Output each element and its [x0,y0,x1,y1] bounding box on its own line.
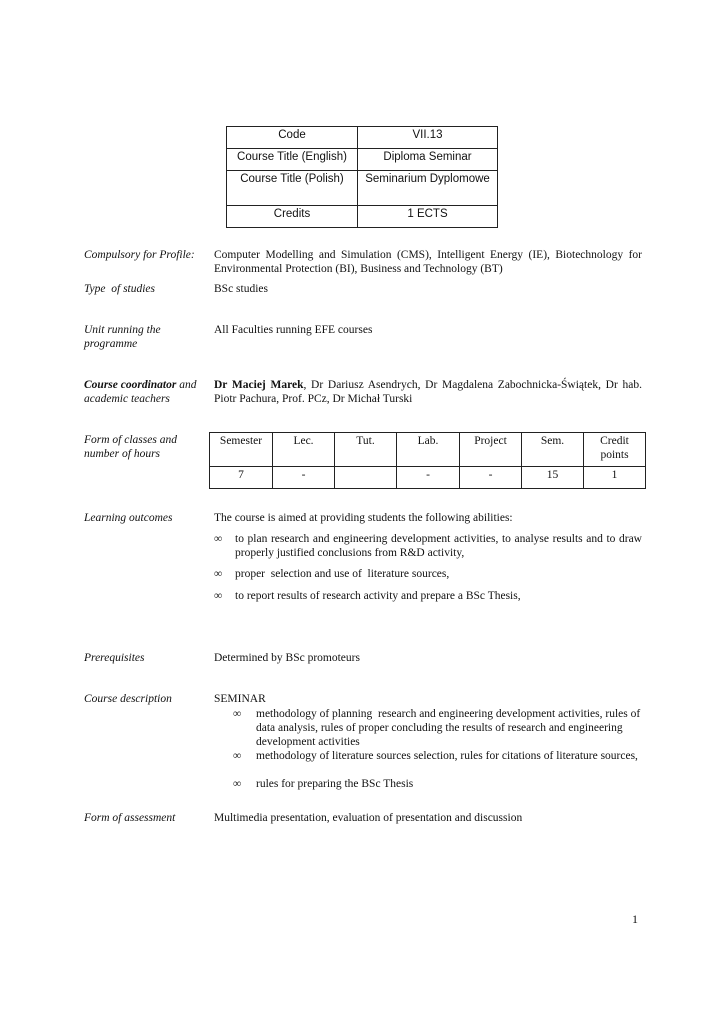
description-item-text: methodology of planning research and engineering development activities, rules of data analysis, rules of proper concluding the results of research and engineering development activities [256,708,644,748]
hours-header-row [210,433,646,467]
profile-label: Compulsory for Profile: [84,249,195,261]
learning-item-text: to plan research and engineering development activities, to analyse results and to draw properly justified conclusions from R&D activity, [235,533,642,559]
hours-value-cell: - [273,467,335,489]
infinity-bullet-icon: ∞ [214,590,223,602]
hours-value-row [210,467,646,489]
coordinator-label-bold: Course coordinator [84,379,177,391]
learning-label: Learning outcomes [84,512,173,524]
infinity-bullet-icon: ∞ [233,778,242,790]
infinity-bullet-icon: ∞ [214,533,223,545]
coordinator-label-rest: and academic teachers [84,379,197,405]
learning-item [214,589,642,603]
coordinator-label [84,378,206,406]
infinity-bullet-icon: ∞ [233,750,242,762]
description-item [233,707,644,749]
header-key: Course Title (English) [227,149,358,171]
unit-label: Unit running the programme [84,324,161,350]
header-key: Code [227,127,358,149]
header-value: Diploma Seminar [358,149,498,171]
description-heading: SEMINAR [214,693,266,705]
page-number: 1 [632,912,638,926]
header-value: VII.13 [358,127,498,149]
unit-value: All Faculties running EFE courses [214,324,373,336]
hours-header-cell: Lab. [397,433,460,467]
hours-header-cell: Credit points [584,433,646,467]
hours-value-cell: 7 [210,467,273,489]
hours-value-cell: 1 [584,467,646,489]
learning-item-text: proper selection and use of literature sources, [235,568,450,580]
header-row-code [227,127,498,149]
header-row-title-polish [227,171,498,206]
prerequisites-label: Prerequisites [84,652,145,664]
course-header-table [226,126,498,228]
hours-header-cell: Sem. [522,433,584,467]
description-item [233,749,641,763]
assessment-value: Multimedia presentation, evaluation of presentation and discussion [214,812,523,824]
hours-value-cell: 15 [522,467,584,489]
description-item-text: methodology of literature sources selection, rules for citations of literature sources, [256,750,638,762]
description-item-text: rules for preparing the BSc Thesis [256,778,414,790]
infinity-bullet-icon: ∞ [214,568,223,580]
hours-header-cell: Semester [210,433,273,467]
profile-value: Computer Modelling and Simulation (CMS), Intelligent Energy (IE), Biotechnology for Environmental Protection (BI), Business and Technology (BT) [214,249,642,275]
coordinator-others: , Dr Dariusz Asendrych, Dr Magdalena Zabochnicka-Świątek, Dr hab. Piotr Pachura, Prof. PCz, Dr Michał Turski [214,379,642,405]
hours-value-cell: - [460,467,522,489]
header-row-title-english [227,149,498,171]
learning-item [214,532,642,560]
hours-value-cell: - [397,467,460,489]
hours-header-cell: Project [460,433,522,467]
learning-item-text: to report results of research activity and prepare a BSc Thesis, [235,590,521,602]
assessment-label: Form of assessment [84,812,176,824]
description-item [233,777,641,791]
hours-value-cell [335,467,397,489]
learning-intro: The course is aimed at providing students the following abilities: [214,512,513,524]
coordinator-value [214,378,642,406]
hours-header-cell: Lec. [273,433,335,467]
form-classes-label: Form of classes and number of hours [84,434,177,460]
infinity-bullet-icon: ∞ [233,708,242,720]
learning-item [214,567,642,581]
coordinator-name: Dr Maciej Marek [214,379,304,391]
header-value: 1 ECTS [358,206,498,228]
header-key: Course Title (Polish) [227,171,358,206]
hours-header-cell: Tut. [335,433,397,467]
studies-label: Type of studies [84,283,156,295]
prerequisites-value: Determined by BSc promoteurs [214,652,360,664]
header-key: Credits [227,206,358,228]
hours-table [209,432,646,489]
header-value: Seminarium Dyplomowe [358,171,498,206]
description-label: Course description [84,693,172,705]
studies-value: BSc studies [214,283,268,295]
header-row-credits [227,206,498,228]
